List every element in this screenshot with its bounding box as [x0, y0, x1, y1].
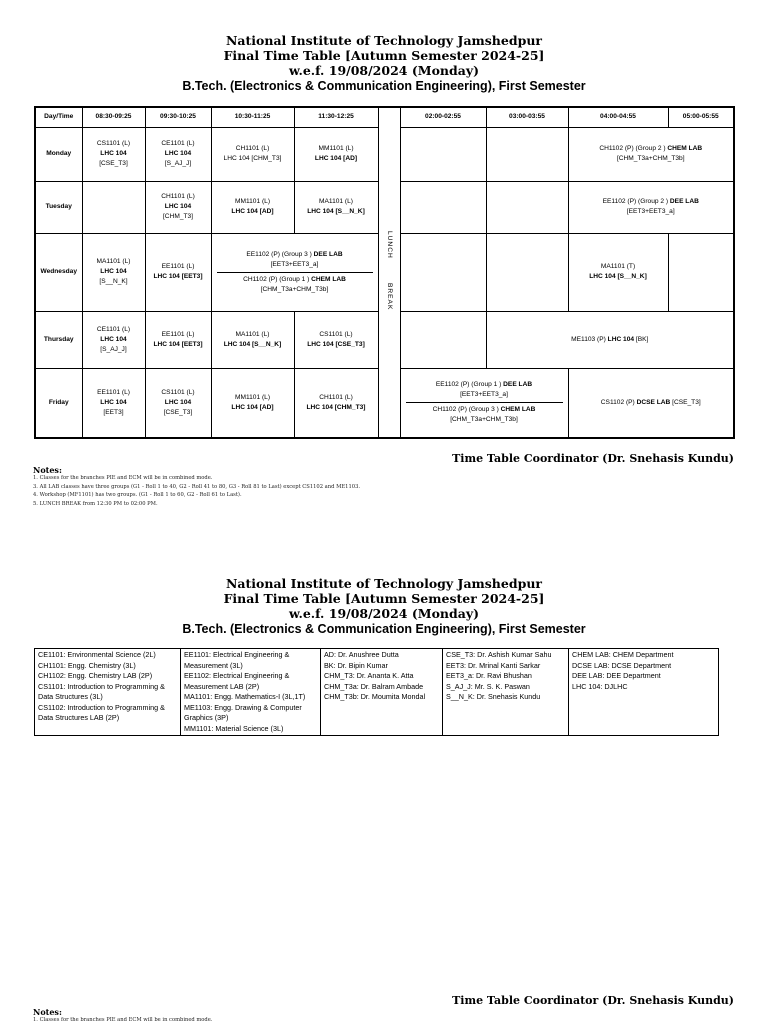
class-cell: CS1101 (L) LHC 104 [CSE_T3]: [145, 368, 211, 438]
empty-cell: [486, 181, 568, 233]
class-cell: CH1101 (L) LHC 104 [CHM_T3]: [145, 181, 211, 233]
col-header-slot7: 04:00-04:55: [568, 107, 668, 127]
institute-name: National Institute of Technology Jamshedpur: [225, 576, 543, 591]
lab-cell: EE1102 (P) (Group 3 ) DEE LAB [EET3+EET3_a] CH1102 (P) (Group 1 ) CHEM LAB [CHM_T3a+CHM_T3b]: [211, 233, 378, 311]
faculty-column-2: CSE_T3: Dr. Ashish Kumar Sahu EET3: Dr. Mrinal Kanti Sarkar EET3_a: Dr. Ravi Bhushan S_AJ_J: Mr. S. K. Paswan S__N_K: Dr. Snehasis Kundu: [443, 649, 569, 736]
timetable-title: Final Time Table [Autumn Semester 2024-25]: [223, 48, 545, 63]
lunch-label: LUNCH: [386, 230, 393, 259]
notes-heading-2: Notes:: [33, 1007, 62, 1017]
col-header-slot5: 02:00-02:55: [400, 107, 486, 127]
empty-cell: [668, 233, 734, 311]
lab-cell: EE1102 (P) (Group 1 ) DEE LAB [EET3+EET3_a] CH1102 (P) (Group 3 ) CHEM LAB [CHM_T3a+CHM_T3b]: [400, 368, 568, 438]
note-item: 1. Classes for the branches PIE and ECM will be in combined mode.: [33, 475, 213, 481]
day-label: Thursday: [35, 311, 82, 368]
notes-heading: Notes:: [33, 465, 62, 475]
timetable-grid: [34, 106, 735, 439]
class-cell: EE1101 (L) LHC 104 [EET3]: [145, 311, 211, 368]
day-label: Wednesday: [35, 233, 82, 311]
class-cell: MA1101 (L) LHC 104 [S__N_K]: [294, 181, 378, 233]
timetable-title: Final Time Table [Autumn Semester 2024-25]: [223, 591, 545, 606]
day-label: Tuesday: [35, 181, 82, 233]
class-cell: CH1101 (L) LHC 104 [CHM_T3]: [211, 127, 294, 181]
coordinator-signature: Time Table Coordinator (Dr. Snehasis Kundu): [452, 452, 734, 465]
col-header-slot6: 03:00-03:55: [486, 107, 568, 127]
class-cell: CE1101 (L) LHC 104 [S_AJ_J]: [145, 127, 211, 181]
program-title: B.Tech. (Electronics & Communication Engineering), First Semester: [182, 622, 586, 636]
note-item: 5. LUNCH BREAK from 12:30 PM to 02:00 PM.: [33, 500, 158, 507]
empty-cell: [400, 127, 486, 181]
header-block-1: [0, 33, 768, 94]
class-cell: MM1101 (L) LHC 104 [AD]: [211, 368, 294, 438]
lab-cell: CS1102 (P) DCSE LAB [CSE_T3]: [568, 368, 734, 438]
class-cell: MA1101 (L) LHC 104 [S__N_K]: [211, 311, 294, 368]
coordinator-signature-2: Time Table Coordinator (Dr. Snehasis Kundu): [452, 994, 734, 1007]
col-header-slot4: 11:30-12:25: [294, 107, 378, 127]
lunch-break-column: [378, 107, 400, 438]
divider: [406, 402, 563, 403]
day-label: Friday: [35, 368, 82, 438]
class-cell: MA1101 (T) LHC 104 [S__N_K]: [568, 233, 668, 311]
effective-date: w.e.f. 19/08/2024 (Monday): [288, 606, 480, 621]
course-codes-column-1: CE1101: Environmental Science (2L) CH1101: Engg. Chemistry (3L) CH1102: Engg. Chemistry LAB (2P) CS1101: Introduction to Programming & Data Structures (3L) CS1102: Introduction to Programming & Data Structures LAB (2P): [35, 649, 181, 736]
class-cell: CE1101 (L) LHC 104 [S_AJ_J]: [82, 311, 145, 368]
course-codes-column-2: EE1101: Electrical Engineering & Measurement (3L) EE1102: Electrical Engineering & Measurement LAB (2P) MA1101: Engg. Mathematics-I (3L,1T) ME1103: Engg. Drawing & Computer Graphics (3P) MM1101: Material Science (3L): [181, 649, 321, 736]
notes-partial: 1. Classes for the branches PIE and ECM will be in combined mode.: [33, 1017, 213, 1023]
col-header-slot2: 09:30-10:25: [145, 107, 211, 127]
empty-cell: [400, 181, 486, 233]
class-cell: MM1101 (L) LHC 104 [AD]: [211, 181, 294, 233]
class-cell: MM1101 (L) LHC 104 [AD]: [294, 127, 378, 181]
class-cell: EE1101 (L) LHC 104 [EET3]: [145, 233, 211, 311]
empty-cell: [82, 181, 145, 233]
faculty-column-1: AD: Dr. Anushree Dutta BK: Dr. Bipin Kumar CHM_T3: Dr. Ananta K. Atta CHM_T3a: Dr. Balram Ambade CHM_T3b: Dr. Moumita Mondal: [321, 649, 443, 736]
header-block-2: [0, 576, 768, 637]
class-cell: CS1101 (L) LHC 104 [CSE_T3]: [82, 127, 145, 181]
col-header-slot8: 05:00-05:55: [668, 107, 734, 127]
col-header-slot1: 08:30-09:25: [82, 107, 145, 127]
divider: [217, 272, 373, 273]
notes-list: [33, 474, 360, 508]
note-item: 3. All LAB classes have three groups (G1 - Roll 1 to 40, G2 - Roll 41 to 80, G3 - Roll 81 to Last) except CS1102 and ME1103.: [33, 483, 361, 490]
institute-name: National Institute of Technology Jamshedpur: [225, 33, 543, 48]
empty-cell: [400, 311, 486, 368]
empty-cell: [400, 233, 486, 311]
class-cell: CS1101 (L) LHC 104 [CSE_T3]: [294, 311, 378, 368]
program-title: B.Tech. (Electronics & Communication Engineering), First Semester: [182, 79, 586, 93]
class-cell: EE1101 (L) LHC 104 [EET3]: [82, 368, 145, 438]
header-row: [35, 107, 734, 127]
col-header-daytime: Day/Time: [35, 107, 82, 127]
venue-column: CHEM LAB: CHEM Department DCSE LAB: DCSE Department DEE LAB: DEE Department LHC 104: DJLHC: [569, 649, 719, 736]
note-item: 4. Workshop (MF1101) has two groups. (G1 - Roll 1 to 60, G2 - Roll 61 to Last).: [33, 492, 242, 498]
break-label: BREAK: [386, 282, 393, 311]
lab-cell: EE1102 (P) (Group 2 ) DEE LAB [EET3+EET3_a]: [568, 181, 734, 233]
empty-cell: [486, 233, 568, 311]
class-cell: CH1101 (L) LHC 104 [CHM_T3]: [294, 368, 378, 438]
class-cell: MA1101 (L) LHC 104 [S__N_K]: [82, 233, 145, 311]
lab-cell: CH1102 (P) (Group 2 ) CHEM LAB [CHM_T3a+CHM_T3b]: [568, 127, 734, 181]
col-header-slot3: 10:30-11:25: [211, 107, 294, 127]
effective-date: w.e.f. 19/08/2024 (Monday): [288, 63, 480, 78]
day-label: Monday: [35, 127, 82, 181]
empty-cell: [486, 127, 568, 181]
workshop-cell: ME1103 (P) LHC 104 [BK]: [486, 311, 734, 368]
legend-table: [34, 648, 719, 736]
